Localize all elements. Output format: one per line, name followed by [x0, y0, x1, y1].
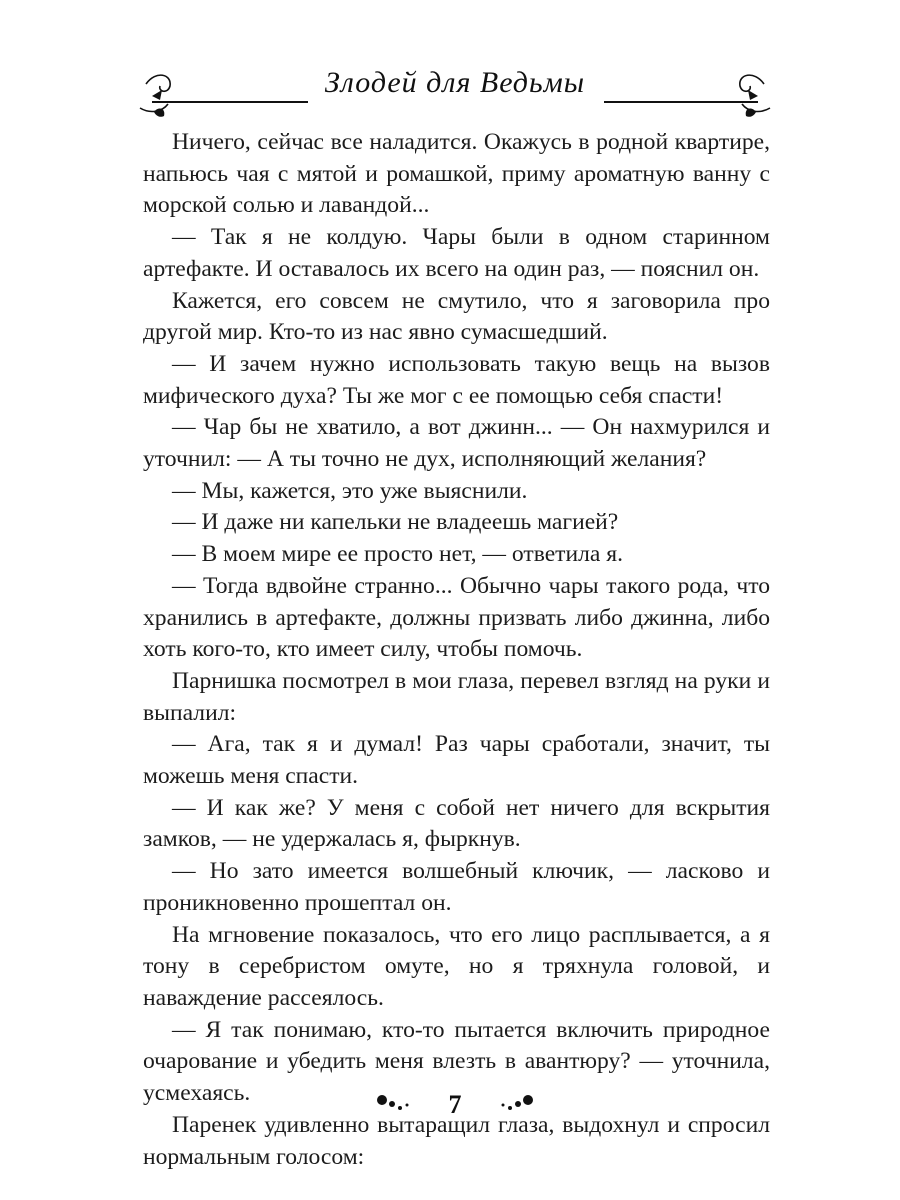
paragraph: — И даже ни капельки не владеешь магией? — [172, 509, 619, 536]
paragraph: — В моем мире ее просто нет, — ответила я. — [172, 541, 624, 568]
paragraph: — Так я не колдую. Чары были в одном старинном артефакте. И оставалось их всего на один раз, — пояснил он. — [143, 224, 770, 282]
page-number: 7 — [448, 1090, 462, 1119]
paragraph: Парнишка посмотрел в мои глаза, перевел взгляд на руки и выпалил: — [143, 667, 770, 726]
body-text — [143, 127, 770, 1173]
paragraph: — Но зато имеется волшебный ключик, — ласково и проникновенно прошептал он. — [143, 858, 770, 916]
dots-ornament-icon — [494, 1094, 534, 1114]
paragraph: Ничего, сейчас все наладится. Окажусь в родной квартире, напьюсь чая с мятой и ромашкой, приму ароматную ванну с морской солью и лавандой... — [143, 129, 770, 219]
paragraph: — И зачем нужно использовать такую вещь на вызов мифического духа? Ты же мог с ее помощью себя спасти! — [143, 350, 770, 409]
paragraph: — Ага, так я и думал! Раз чары сработали, значит, ты можешь меня спасти. — [143, 731, 770, 790]
paragraph: — Мы, кажется, это уже выяснили. — [172, 477, 528, 504]
paragraph: Паренек удивленно вытаращил глаза, выдохнул и спросил нормальным голосом: — [143, 1111, 770, 1170]
paragraph: Кажется, его совсем не смутило, что я заговорила про другой мир. Кто-то из нас явно сумасшедший. — [143, 287, 770, 346]
running-header — [138, 56, 772, 126]
book-title: Злодей для Ведьмы — [324, 66, 586, 99]
paragraph: На мгновение показалось, что его лицо расплывается, а я тону в серебристом омуте, но я тряхнула головой, и наваждение рассеялось. — [143, 921, 770, 1011]
paragraph: — Тогда вдвойне странно... Обычно чары такого рода, что хранились в артефакте, должны призвать либо джинна, либо хоть кого-то, кто имеет силу, чтобы помочь. — [143, 572, 770, 663]
page-footer — [370, 1088, 540, 1122]
paragraph: — Я так понимаю, кто-то пытается включить природное очарование и убедить меня влезть в авантюру? — уточнила, усмехаясь. — [143, 1016, 770, 1107]
paragraph: — И как же? У меня с собой нет ничего для вскрытия замков, — не удержалась я, фыркнув. — [143, 794, 770, 853]
paragraph: — Чар бы не хватило, а вот джинн... — Он нахмурился и уточнил: — А ты точно не дух, исполняющий желания? — [143, 414, 770, 473]
